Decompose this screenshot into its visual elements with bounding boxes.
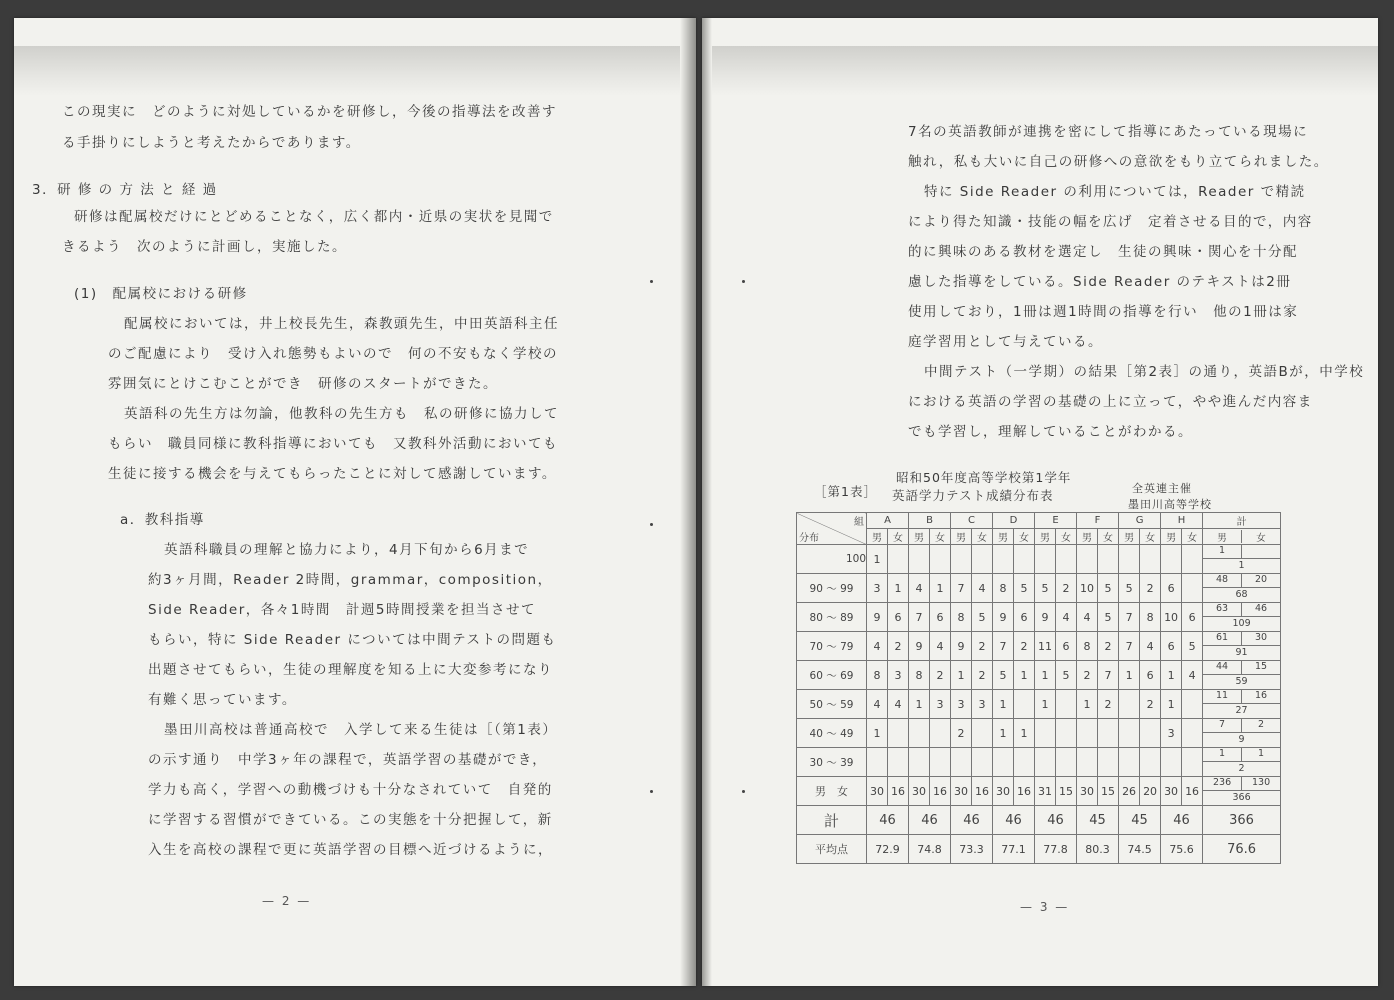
count-cell — [1140, 545, 1161, 574]
table-row — [797, 632, 1281, 661]
count-cell — [1182, 574, 1203, 603]
total-cell: 61 30 91 — [1203, 632, 1281, 661]
count-cell: 30 — [1161, 777, 1182, 806]
count-cell — [1014, 748, 1035, 777]
right-page — [702, 18, 1378, 986]
gender-header: 女 — [1056, 529, 1077, 545]
count-cell — [1014, 690, 1035, 719]
class-header: A — [867, 513, 909, 529]
count-cell: 16 — [1014, 777, 1035, 806]
count-cell: 1 — [930, 574, 951, 603]
table-body — [797, 545, 1281, 864]
count-cell: 6 — [930, 603, 951, 632]
left-text-line: る手掛りにしようと考えたからであります。 — [62, 135, 361, 151]
count-cell: 3 — [951, 690, 972, 719]
count-cell: 2 — [1056, 574, 1077, 603]
count-cell — [1119, 748, 1140, 777]
count-cell: 6 — [1140, 661, 1161, 690]
count-cell: 1 — [1014, 719, 1035, 748]
row-label: 男 女 — [797, 777, 867, 806]
gender-header: 女 — [1182, 529, 1203, 545]
table-row — [797, 690, 1281, 719]
gender-header: 男 — [951, 529, 972, 545]
count-cell: 30 — [993, 777, 1014, 806]
count-cell: 2 — [1140, 574, 1161, 603]
count-cell — [1077, 748, 1098, 777]
count-cell: 8 — [1140, 603, 1161, 632]
table-school: 墨田川高等学校 — [1128, 498, 1212, 511]
average-cell: 73.3 — [951, 835, 993, 864]
count-cell: 6 — [1161, 632, 1182, 661]
left-text-line: 約3ヶ月間，Reader 2時間，grammar，composition， — [148, 572, 553, 588]
table-label: ［第1表］ — [814, 484, 877, 499]
count-cell: 1 — [993, 719, 1014, 748]
gender-header: 女 — [1014, 529, 1035, 545]
count-cell: 30 — [909, 777, 930, 806]
count-cell — [930, 748, 951, 777]
count-cell: 8 — [951, 603, 972, 632]
count-cell — [909, 545, 930, 574]
count-cell: 6 — [1056, 632, 1077, 661]
count-cell: 6 — [888, 603, 909, 632]
count-cell — [993, 748, 1014, 777]
count-cell — [1098, 545, 1119, 574]
count-cell: 5 — [972, 603, 993, 632]
count-cell: 1 — [909, 690, 930, 719]
class-sum-cell: 46 — [909, 806, 951, 835]
count-cell: 4 — [1056, 603, 1077, 632]
table-row — [797, 748, 1281, 777]
count-cell — [1056, 690, 1077, 719]
count-cell: 5 — [993, 661, 1014, 690]
class-header: H — [1161, 513, 1203, 529]
gender-header: 男 — [1161, 529, 1182, 545]
count-cell: 4 — [930, 632, 951, 661]
count-cell — [930, 545, 951, 574]
average-cell: 72.9 — [867, 835, 909, 864]
left-text-line: 入生を高校の課程で更に英語学習の目標へ近づけるように， — [148, 842, 553, 858]
scan-shadow-band — [702, 46, 1378, 96]
right-text-line: における英語の学習の基礎の上に立って，やや進んだ内容ま — [908, 394, 1313, 410]
total-header: 計 — [1203, 513, 1281, 529]
count-cell: 1 — [1014, 661, 1035, 690]
count-cell — [930, 719, 951, 748]
left-text-line: 雰囲気にとけこむことができ 研修のスタートができた。 — [108, 376, 498, 392]
right-text-line: 7名の英語教師が連携を密にして指導にあたっている現場に — [908, 124, 1309, 140]
gender-header: 男 — [993, 529, 1014, 545]
total-cell: 236 130 366 — [1203, 777, 1281, 806]
gender-header-row — [797, 529, 1281, 545]
count-cell: 4 — [909, 574, 930, 603]
right-text-line: 庭学習用として与えている。 — [908, 334, 1103, 350]
table-row — [797, 603, 1281, 632]
count-cell — [1182, 748, 1203, 777]
count-cell — [1098, 748, 1119, 777]
punch-mark — [650, 280, 653, 283]
left-text-line: に学習する習慣ができている。この実態を十分把握して，新 — [148, 812, 553, 828]
score-range-label: 30 ～ 39 — [797, 748, 867, 777]
count-cell: 2 — [951, 719, 972, 748]
count-cell: 5 — [1056, 661, 1077, 690]
row-label: 平均点 — [797, 835, 867, 864]
left-text-line: 出題させてもらい，生徒の理解度を知る上に大変参考になり — [148, 662, 553, 678]
total-cell: 7 2 9 — [1203, 719, 1281, 748]
count-cell — [951, 545, 972, 574]
left-text-line: 有難く思っています。 — [148, 692, 297, 708]
count-cell — [909, 748, 930, 777]
right-text-line: 使用しており，1冊は週1時間の指導を行い 他の1冊は家 — [908, 304, 1299, 320]
count-cell: 26 — [1119, 777, 1140, 806]
count-cell — [1056, 719, 1077, 748]
score-range-label: 40 ～ 49 — [797, 719, 867, 748]
class-sum-cell: 46 — [867, 806, 909, 835]
right-text-line: 的に興味のある教材を選定し 生徒の興味・関心を十分配 — [908, 244, 1298, 260]
gender-header: 女 — [1140, 529, 1161, 545]
count-cell — [909, 719, 930, 748]
class-sum-cell: 46 — [1035, 806, 1077, 835]
left-text-line: 配属校においては，井上校長先生，森教頭先生，中田英語科主任 — [124, 316, 559, 332]
count-cell: 30 — [1077, 777, 1098, 806]
count-cell: 3 — [888, 661, 909, 690]
count-cell: 4 — [867, 690, 888, 719]
left-text-line: もらい 職員同様に教科指導においても 又教科外活動においても — [108, 436, 558, 452]
count-cell: 16 — [972, 777, 993, 806]
table-header-row — [797, 513, 1281, 529]
gender-header: 男 — [909, 529, 930, 545]
class-sum-cell: 46 — [993, 806, 1035, 835]
average-cell: 80.3 — [1077, 835, 1119, 864]
count-cell: 8 — [1077, 632, 1098, 661]
count-cell: 1 — [867, 719, 888, 748]
count-cell — [1140, 719, 1161, 748]
table-subtitle: 英語学力テスト成績分布表 — [892, 488, 1054, 503]
table-organizer: 全英連主催 — [1132, 482, 1192, 495]
count-cell: 3 — [867, 574, 888, 603]
left-text-line: の示す通り 中学3ヶ年の課程で，英語学習の基礎ができ， — [148, 752, 548, 768]
average-cell: 75.6 — [1161, 835, 1203, 864]
count-cell: 2 — [972, 632, 993, 661]
count-cell: 10 — [1077, 574, 1098, 603]
count-cell: 9 — [993, 603, 1014, 632]
count-cell: 16 — [930, 777, 951, 806]
count-cell — [1182, 690, 1203, 719]
count-cell — [1077, 719, 1098, 748]
count-cell: 5 — [1014, 574, 1035, 603]
page-number: — 3 — — [1020, 900, 1070, 914]
table-row — [797, 574, 1281, 603]
left-text-line: きるよう 次のように計画し，実施した。 — [62, 239, 347, 255]
count-cell: 5 — [1098, 603, 1119, 632]
class-sum-cell: 46 — [1161, 806, 1203, 835]
right-text-line: により得た知識・技能の幅を広げ 定着させる目的で，内容 — [908, 214, 1313, 230]
class-sum-cell: 46 — [951, 806, 993, 835]
count-cell: 6 — [1014, 603, 1035, 632]
count-cell: 16 — [1182, 777, 1203, 806]
count-cell: 2 — [1140, 690, 1161, 719]
left-text-line: もらい，特に Side Reader については中間テストの問題も — [148, 632, 557, 648]
count-cell — [888, 748, 909, 777]
class-header: D — [993, 513, 1035, 529]
gender-total-row — [797, 777, 1281, 806]
count-cell: 1 — [888, 574, 909, 603]
count-cell — [1119, 545, 1140, 574]
count-cell: 5 — [1119, 574, 1140, 603]
count-cell — [888, 545, 909, 574]
count-cell: 1 — [1161, 661, 1182, 690]
count-cell — [1098, 719, 1119, 748]
count-cell — [972, 719, 993, 748]
average-row — [797, 835, 1281, 864]
count-cell: 7 — [1119, 632, 1140, 661]
scan-shadow-band — [14, 46, 696, 96]
table-row — [797, 545, 1281, 574]
count-cell — [1035, 719, 1056, 748]
punch-mark — [742, 280, 745, 283]
count-cell: 7 — [951, 574, 972, 603]
count-cell: 15 — [1056, 777, 1077, 806]
right-text-line: 触れ，私も大いに自己の研修への意欲をもり立てられました。 — [908, 154, 1329, 170]
count-cell — [1182, 545, 1203, 574]
count-cell: 1 — [1119, 661, 1140, 690]
table-title: 昭和50年度高等学校第1学年 — [896, 470, 1072, 485]
count-cell: 1 — [951, 661, 972, 690]
count-cell: 15 — [1098, 777, 1119, 806]
punch-mark — [742, 790, 745, 793]
count-cell: 8 — [867, 661, 888, 690]
count-cell: 5 — [1035, 574, 1056, 603]
count-cell: 7 — [993, 632, 1014, 661]
count-cell: 6 — [1182, 603, 1203, 632]
score-distribution-table — [796, 512, 1281, 864]
count-cell — [993, 545, 1014, 574]
count-cell: 2 — [930, 661, 951, 690]
count-cell — [1161, 748, 1182, 777]
left-text-line: この現実に どのように対処しているかを研修し，今後の指導法を改善す — [62, 104, 557, 120]
page-edge-shadow — [680, 18, 696, 986]
count-cell: 9 — [951, 632, 972, 661]
count-cell: 3 — [1161, 719, 1182, 748]
gender-header: 女 — [972, 529, 993, 545]
total-cell: 1 1 2 — [1203, 748, 1281, 777]
count-cell: 5 — [1182, 632, 1203, 661]
gender-header: 男 — [1077, 529, 1098, 545]
count-cell: 6 — [1161, 574, 1182, 603]
left-text-line: 英語科の先生方は勿論，他教科の先生方も 私の研修に協力して — [124, 406, 559, 422]
count-cell: 3 — [930, 690, 951, 719]
class-header: F — [1077, 513, 1119, 529]
gender-header: 女 — [930, 529, 951, 545]
punch-mark — [650, 523, 653, 526]
subsection-heading: (1) 配属校における研修 — [74, 286, 248, 302]
count-cell: 11 — [1035, 632, 1056, 661]
score-range-label: 100 — [797, 545, 867, 574]
left-page — [14, 18, 696, 986]
class-sum-cell: 45 — [1077, 806, 1119, 835]
left-text-line: 墨田川高校は普通高校で 入学して来る生徒は［（第1表） — [164, 722, 558, 738]
count-cell — [888, 719, 909, 748]
gender-header: 男 — [867, 529, 888, 545]
count-cell: 8 — [993, 574, 1014, 603]
count-cell: 7 — [1119, 603, 1140, 632]
total-cell: 44 15 59 — [1203, 661, 1281, 690]
right-text-line: 特に Side Reader の利用については，Reader で精読 — [924, 184, 1306, 200]
score-range-label: 80 ～ 89 — [797, 603, 867, 632]
class-header: E — [1035, 513, 1077, 529]
left-text-line: 生徒に接する機会を与えてもらったことに対して感謝しています。 — [108, 466, 557, 482]
left-text-line: Side Reader，各々1時間 計週5時間授業を担当させて — [148, 602, 536, 618]
count-cell: 4 — [867, 632, 888, 661]
class-header: C — [951, 513, 993, 529]
left-text-line: のご配慮により 受け入れ態勢もよいので 何の不安もなく学校の — [108, 346, 558, 362]
average-cell: 77.1 — [993, 835, 1035, 864]
gender-header: 女 — [888, 529, 909, 545]
count-cell — [1056, 545, 1077, 574]
score-range-label: 60 ～ 69 — [797, 661, 867, 690]
count-cell — [1056, 748, 1077, 777]
count-cell: 10 — [1161, 603, 1182, 632]
count-cell: 7 — [909, 603, 930, 632]
class-header: G — [1119, 513, 1161, 529]
row-label: 計 — [797, 806, 867, 835]
count-cell: 31 — [1035, 777, 1056, 806]
left-text-line: 英語科職員の理解と協力により，4月下旬から6月まで — [164, 542, 530, 558]
right-text-line: 慮した指導をしている。Side Reader のテキストは2冊 — [908, 274, 1292, 290]
count-cell: 3 — [972, 690, 993, 719]
gender-header: 男 — [1119, 529, 1140, 545]
count-cell: 1 — [1035, 661, 1056, 690]
total-cell: 63 46 109 — [1203, 603, 1281, 632]
count-cell: 1 — [993, 690, 1014, 719]
count-cell — [1182, 719, 1203, 748]
page-edge-shadow — [702, 18, 712, 986]
count-cell — [1014, 545, 1035, 574]
count-cell — [1035, 748, 1056, 777]
count-cell: 1 — [867, 545, 888, 574]
count-cell: 9 — [909, 632, 930, 661]
corner-cell: 組 分布 — [797, 513, 867, 545]
count-cell: 30 — [867, 777, 888, 806]
average-cell: 74.5 — [1119, 835, 1161, 864]
count-cell: 4 — [1182, 661, 1203, 690]
score-range-label: 50 ～ 59 — [797, 690, 867, 719]
grand-total-cell: 366 — [1203, 806, 1281, 835]
count-cell — [1035, 545, 1056, 574]
count-cell: 7 — [1098, 661, 1119, 690]
left-text-line: 学力も高く，学習への動機づけも十分なされていて 自発的 — [148, 782, 553, 798]
total-cell: 1 1 — [1203, 545, 1281, 574]
left-text-line: 研修は配属校だけにとどめることなく，広く都内・近県の実状を見聞で — [74, 209, 554, 225]
count-cell: 2 — [1077, 661, 1098, 690]
count-cell — [972, 545, 993, 574]
count-cell — [1140, 748, 1161, 777]
punch-mark — [650, 790, 653, 793]
page-number: — 2 — — [262, 894, 312, 908]
count-cell: 2 — [1014, 632, 1035, 661]
count-cell — [951, 748, 972, 777]
average-cell: 74.8 — [909, 835, 951, 864]
count-cell: 5 — [1098, 574, 1119, 603]
class-sum-row — [797, 806, 1281, 835]
count-cell — [1119, 719, 1140, 748]
count-cell — [1119, 690, 1140, 719]
table-row — [797, 661, 1281, 690]
count-cell — [972, 748, 993, 777]
overall-average-cell: 76.6 — [1203, 835, 1281, 864]
score-range-label: 70 ～ 79 — [797, 632, 867, 661]
count-cell: 8 — [909, 661, 930, 690]
class-sum-cell: 45 — [1119, 806, 1161, 835]
count-cell — [867, 748, 888, 777]
right-text-line: でも学習し，理解していることがわかる。 — [908, 424, 1193, 440]
total-cell: 48 20 68 — [1203, 574, 1281, 603]
table-row — [797, 719, 1281, 748]
count-cell: 4 — [1140, 632, 1161, 661]
count-cell — [1161, 545, 1182, 574]
count-cell: 1 — [1161, 690, 1182, 719]
count-cell: 9 — [867, 603, 888, 632]
count-cell — [1077, 545, 1098, 574]
count-cell: 4 — [888, 690, 909, 719]
class-header: B — [909, 513, 951, 529]
count-cell: 4 — [972, 574, 993, 603]
item-heading: a．教科指導 — [120, 512, 205, 528]
gender-header: 男 — [1035, 529, 1056, 545]
score-range-label: 90 ～ 99 — [797, 574, 867, 603]
count-cell: 1 — [1035, 690, 1056, 719]
total-cell: 11 16 27 — [1203, 690, 1281, 719]
count-cell: 2 — [1098, 632, 1119, 661]
section-heading: 3．研 修 の 方 法 と 経 過 — [32, 182, 218, 198]
count-cell: 4 — [1077, 603, 1098, 632]
right-text-line: 中間テスト（一学期）の結果［第2表］の通り，英語Bが，中学校 — [924, 364, 1365, 380]
count-cell: 20 — [1140, 777, 1161, 806]
average-cell: 77.8 — [1035, 835, 1077, 864]
count-cell: 9 — [1035, 603, 1056, 632]
count-cell: 2 — [972, 661, 993, 690]
count-cell: 2 — [888, 632, 909, 661]
count-cell: 1 — [1077, 690, 1098, 719]
count-cell: 16 — [888, 777, 909, 806]
count-cell: 2 — [1098, 690, 1119, 719]
count-cell: 30 — [951, 777, 972, 806]
gender-header: 女 — [1098, 529, 1119, 545]
total-gender-header: 男 女 — [1203, 529, 1281, 545]
